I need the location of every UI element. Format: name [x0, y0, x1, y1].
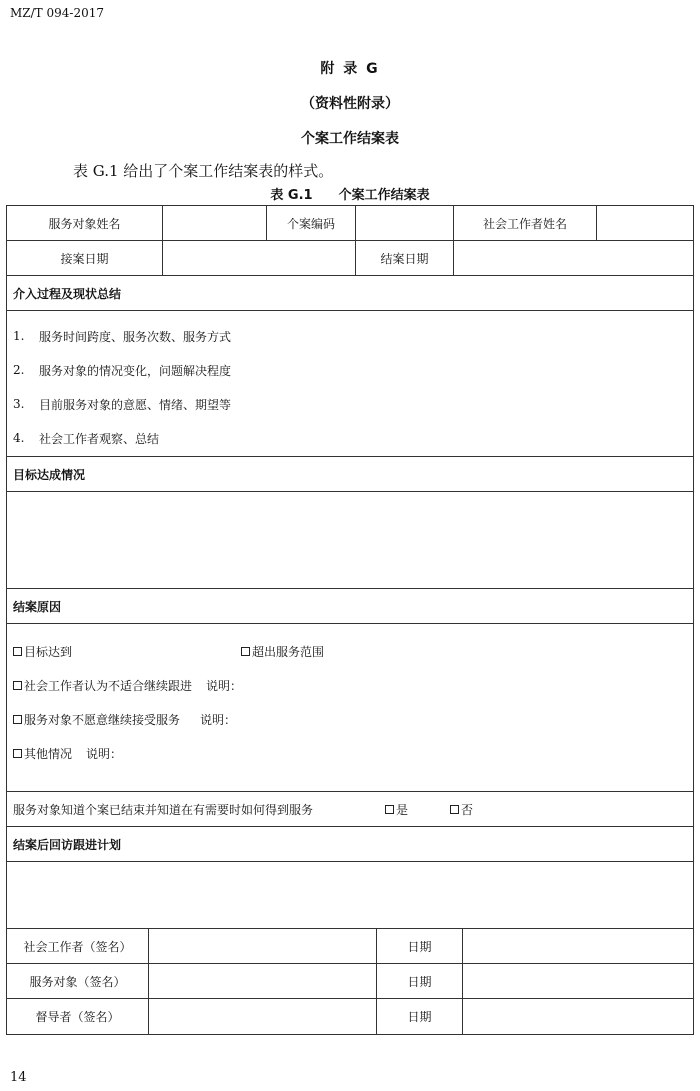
worker-name-field[interactable] [597, 206, 693, 240]
followup-header-row [7, 827, 693, 862]
checkbox-icon[interactable] [13, 749, 22, 758]
reason-goal-label: 目标达到 [24, 644, 73, 659]
signature-row [7, 964, 693, 999]
summary-section-title: 介入过程及现状总结 [13, 286, 122, 301]
checkbox-icon[interactable] [385, 805, 394, 814]
reason-option-scope[interactable] [241, 643, 324, 660]
list-item-number: 1. [13, 329, 25, 343]
case-number-label: 个案编码 [267, 206, 356, 240]
explain-label: 说明： [86, 746, 123, 761]
list-item [13, 387, 231, 421]
goal-section-title: 目标达成情况 [13, 467, 86, 482]
date-label: 日期 [377, 929, 463, 963]
date-field[interactable] [463, 999, 693, 1034]
appendix-title: 附 录 G [320, 61, 380, 77]
date-label: 日期 [377, 964, 463, 998]
date-label: 日期 [377, 999, 463, 1034]
intro-text: 表 G.1 给出了个案工作结案表的样式。 [73, 162, 334, 180]
signature-field[interactable] [149, 999, 377, 1034]
standard-code: MZ/T 094-2017 [10, 6, 104, 20]
list-item-text: 社会工作者观察、总结 [39, 431, 160, 446]
table-caption: 表 G.1 个案工作结案表 [270, 188, 430, 203]
close-date-field[interactable] [454, 241, 693, 275]
reason-line [13, 668, 324, 702]
intake-date-field[interactable] [163, 241, 356, 275]
reason-other-label: 其他情况 [24, 746, 73, 761]
summary-header-row [7, 276, 693, 311]
goal-body-field[interactable] [7, 492, 693, 589]
followup-body-field[interactable] [7, 862, 693, 929]
inform-row [7, 792, 693, 827]
list-item-number: 3. [13, 397, 25, 411]
signature-row [7, 999, 693, 1034]
worker-name-label: 社会工作者姓名 [454, 206, 597, 240]
list-item-text: 服务对象的情况变化，问题解决程度 [39, 363, 232, 378]
summary-body-row[interactable] [7, 311, 693, 457]
reason-header-row [7, 589, 693, 624]
signature-field[interactable] [149, 929, 377, 963]
reason-options [7, 624, 324, 791]
yes-label: 是 [396, 802, 409, 817]
inform-question-text: 服务对象知道个案已结束并知道在有需要时如何得到服务 [13, 802, 314, 817]
reason-line [13, 702, 324, 736]
case-number-field[interactable] [356, 206, 454, 240]
signature-label: 服务对象（签名） [7, 964, 149, 998]
explain-label: 说明： [200, 712, 237, 727]
page-number: 14 [10, 1070, 27, 1085]
list-item [13, 421, 231, 455]
reason-line [13, 634, 324, 668]
date-field[interactable] [463, 929, 693, 963]
checkbox-icon[interactable] [13, 715, 22, 724]
signature-row [7, 929, 693, 964]
intake-date-label: 接案日期 [7, 241, 163, 275]
case-closure-form [6, 205, 694, 1035]
reason-client-label: 服务对象不愿意继续接受服务 [24, 712, 181, 727]
reason-section-title: 结案原因 [13, 599, 62, 614]
checkbox-icon[interactable] [241, 647, 250, 656]
date-field[interactable] [463, 964, 693, 998]
list-item-number: 4. [13, 431, 25, 445]
reason-scope-label: 超出服务范围 [252, 644, 325, 659]
close-date-label: 结案日期 [356, 241, 454, 275]
appendix-note: （资料性附录） [301, 96, 399, 112]
summary-list [7, 311, 231, 456]
checkbox-icon[interactable] [13, 647, 22, 656]
reason-option-goal[interactable] [13, 643, 241, 660]
list-item [13, 319, 231, 353]
form-title: 个案工作结案表 [301, 131, 399, 147]
explain-label: 说明： [206, 678, 243, 693]
client-name-field[interactable] [163, 206, 267, 240]
followup-section-title: 结案后回访跟进计划 [13, 837, 122, 852]
signature-label: 社会工作者（签名） [7, 929, 149, 963]
date-row [7, 241, 693, 276]
yes-option[interactable] [385, 801, 450, 818]
client-info-row [7, 206, 693, 241]
client-name-label: 服务对象姓名 [7, 206, 163, 240]
no-option[interactable] [450, 801, 473, 818]
inform-question [7, 792, 473, 826]
reason-worker-label: 社会工作者认为不适合继续跟进 [24, 678, 193, 693]
goal-header-row [7, 457, 693, 492]
checkbox-icon[interactable] [13, 681, 22, 690]
signature-field[interactable] [149, 964, 377, 998]
list-item [13, 353, 231, 387]
reason-body-row [7, 624, 693, 792]
list-item-number: 2. [13, 363, 25, 377]
list-item-text: 服务时间跨度、服务次数、服务方式 [39, 329, 232, 344]
no-label: 否 [461, 802, 474, 817]
checkbox-icon[interactable] [450, 805, 459, 814]
list-item-text: 目前服务对象的意愿、情绪、期望等 [39, 397, 232, 412]
signature-label: 督导者（签名） [7, 999, 149, 1034]
reason-line [13, 736, 324, 770]
